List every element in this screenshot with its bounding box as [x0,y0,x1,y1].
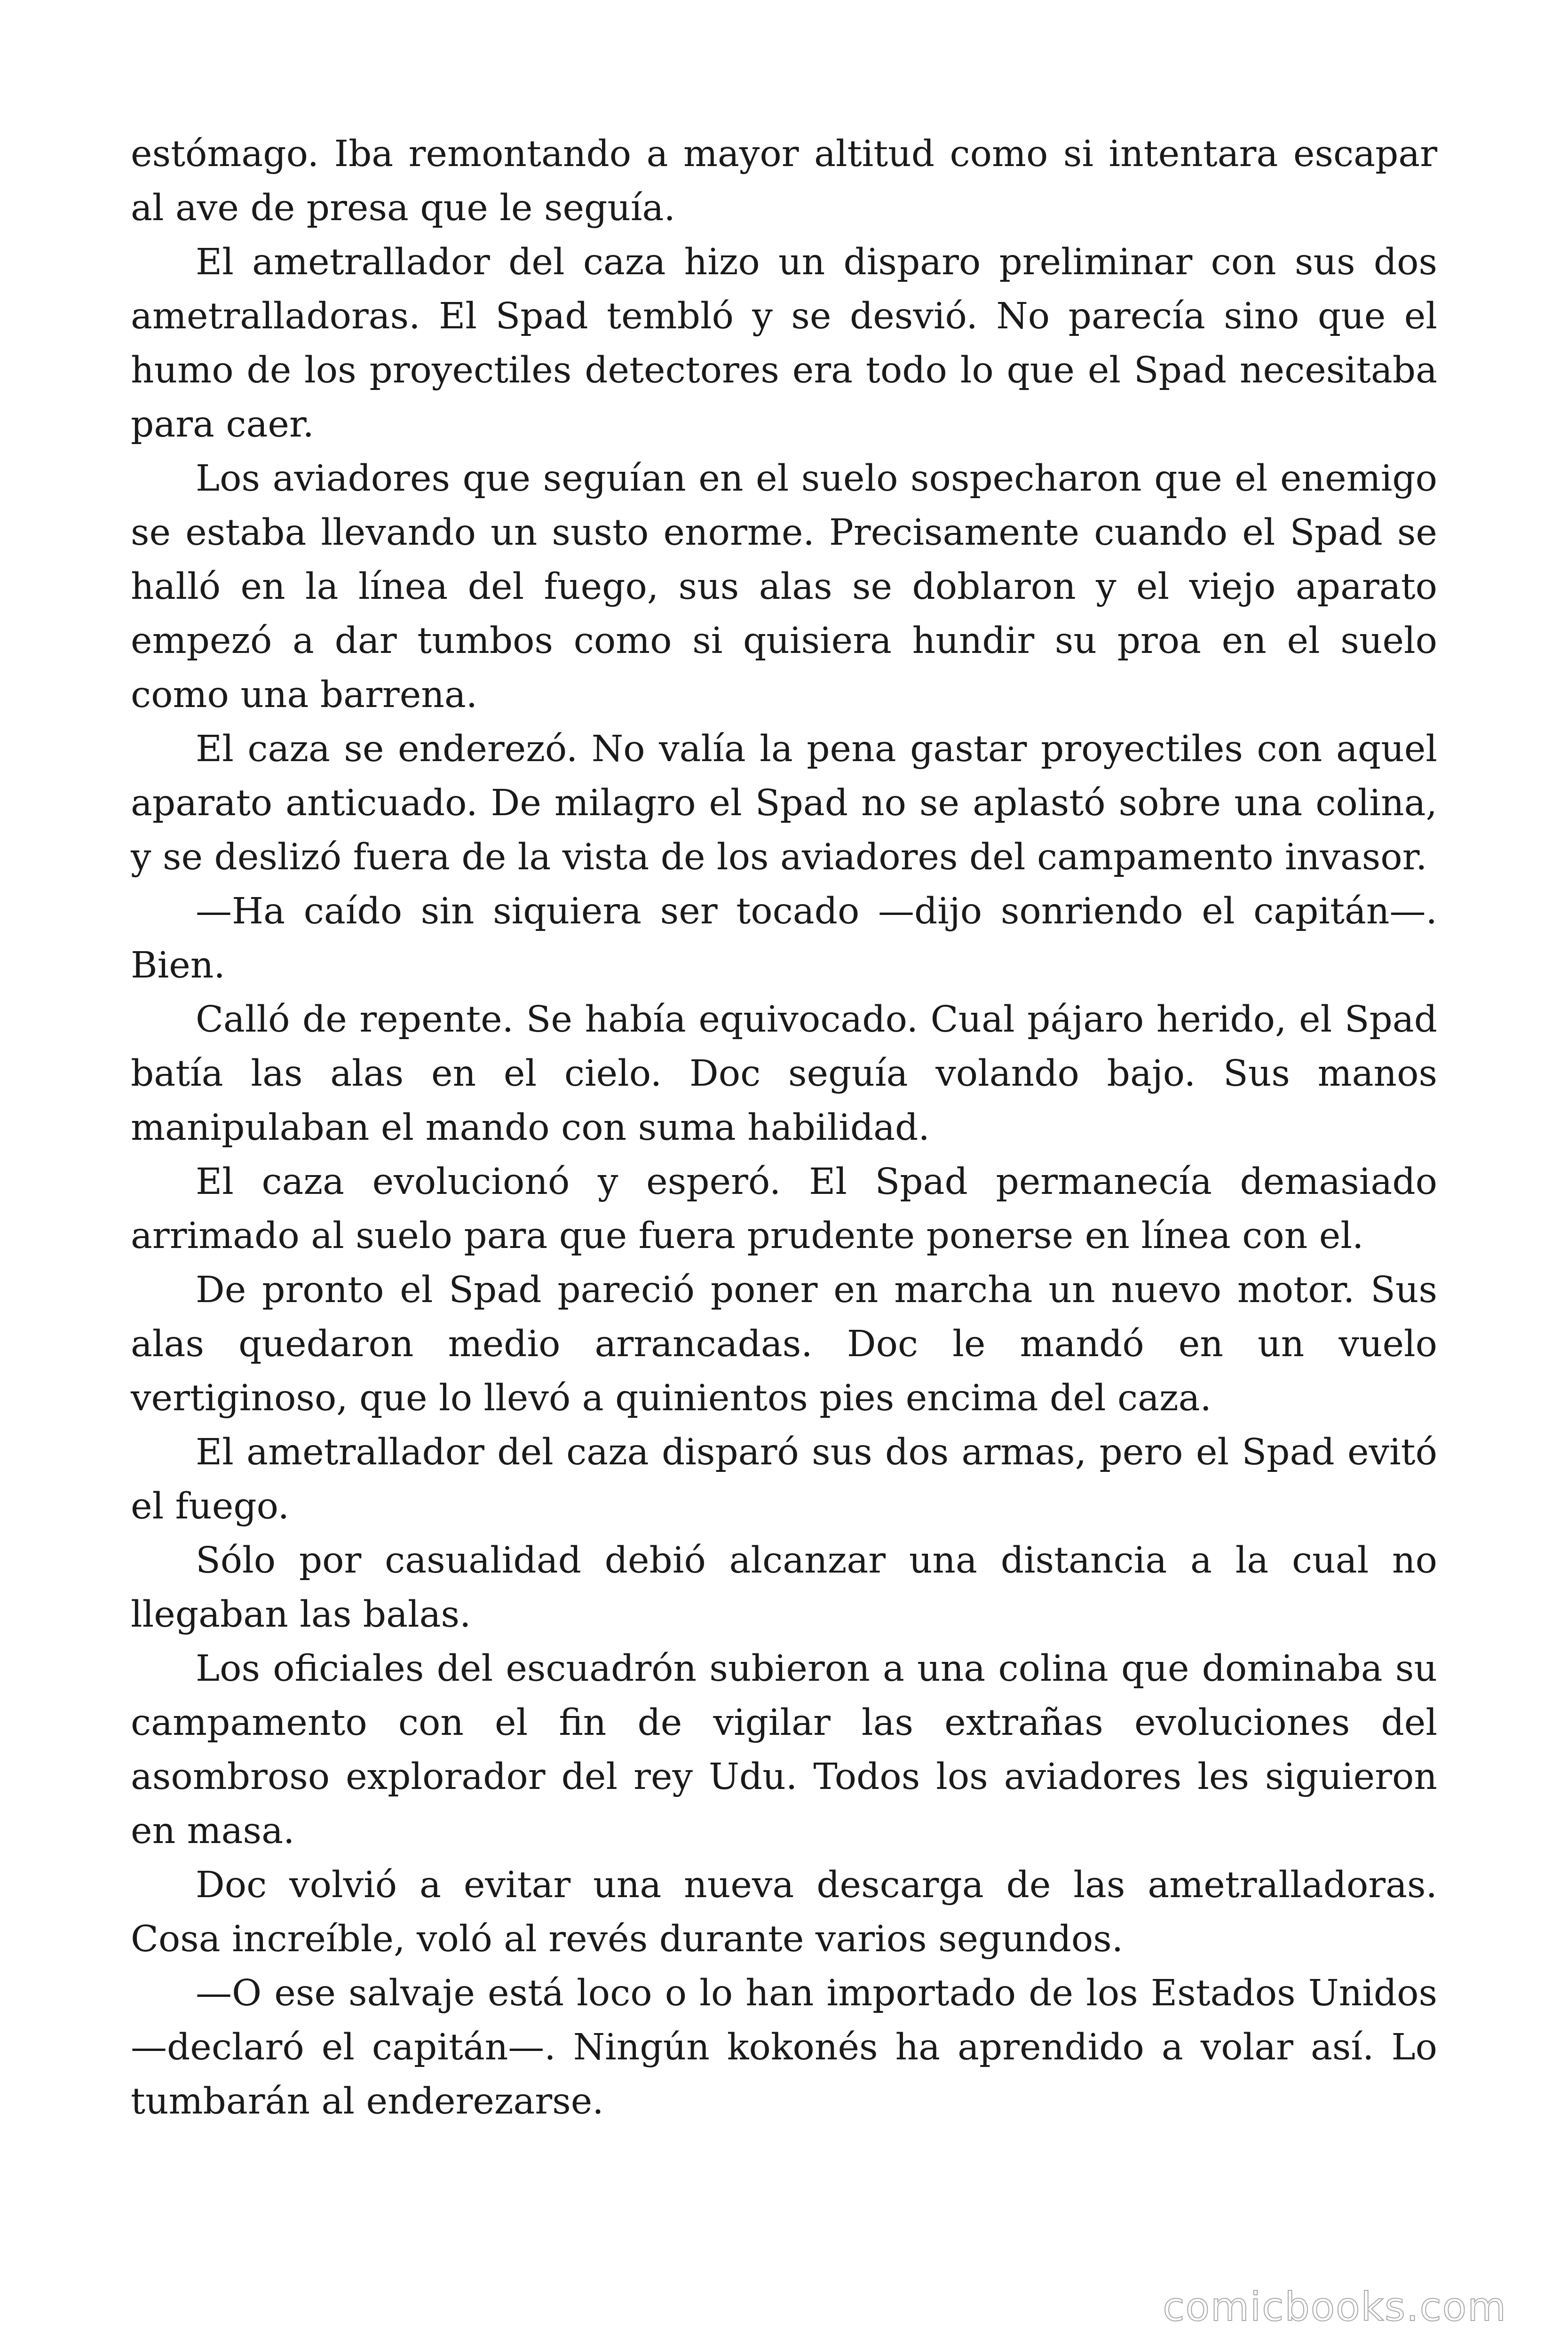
paragraph: El ametrallador del caza disparó sus dos armas, pero el Spad evitó el fuego. [131,1431,1437,1527]
book-page-body [131,127,1437,2129]
paragraph: —Ha caído sin siquiera ser tocado —dijo sonriendo el capitán—. Bien. [131,890,1437,986]
paragraph: estómago. Iba remontando a mayor altitud como si intentara escapar al ave de presa que le seguía. [131,133,1437,229]
paragraph: —O ese salvaje está loco o lo han importado de los Estados Unidos —declaró el capitán—. Ningún kokonés ha aprendido a volar así. Lo tumbarán al enderezarse. [131,1972,1437,2122]
paragraph: El ametrallador del caza hizo un disparo preliminar con sus dos ametralladoras. El Spad tembló y se desvió. No parecía sino que el humo de los proyectiles detectores era todo lo que el Spad necesitaba para caer. [131,241,1437,445]
watermark: comicbooks.com [1163,2284,1507,2330]
paragraph: El caza se enderezó. No valía la pena gastar proyectiles con aquel aparato anticuado. De milagro el Spad no se aplastó sobre una colina, y se deslizó fuera de la vista de los aviadores del campamento invasor. [131,728,1437,878]
paragraph: Doc volvió a evitar una nueva descarga de las ametralladoras. Cosa increíble, voló al revés durante varios segundos. [131,1864,1437,1960]
paragraph: Calló de repente. Se había equivocado. Cual pájaro herido, el Spad batía las alas en el cielo. Doc seguía volando bajo. Sus manos manipulaban el mando con suma habilidad. [131,999,1437,1149]
paragraph: Los oficiales del escuadrón subieron a una colina que dominaba su campamento con el fin de vigilar las extrañas evoluciones del asombroso explorador del rey Udu. Todos los aviadores les siguieron en masa. [131,1648,1437,1852]
paragraph: El caza evolucionó y esperó. El Spad permanecía demasiado arrimado al suelo para que fuera prudente ponerse en línea con el. [131,1161,1437,1257]
paragraph: Los aviadores que seguían en el suelo sospecharon que el enemigo se estaba llevando un susto enorme. Precisamente cuando el Spad se halló en la línea del fuego, sus alas se doblaron y el viejo aparato empezó a dar tumbos como si quisiera hundir su proa en el suelo como una barrena. [131,458,1437,716]
paragraph: Sólo por casualidad debió alcanzar una distancia a la cual no llegaban las balas. [131,1540,1437,1636]
paragraph: De pronto el Spad pareció poner en marcha un nuevo motor. Sus alas quedaron medio arrancadas. Doc le mandó en un vuelo vertiginoso, que lo llevó a quinientos pies encima del caza. [131,1269,1437,1419]
